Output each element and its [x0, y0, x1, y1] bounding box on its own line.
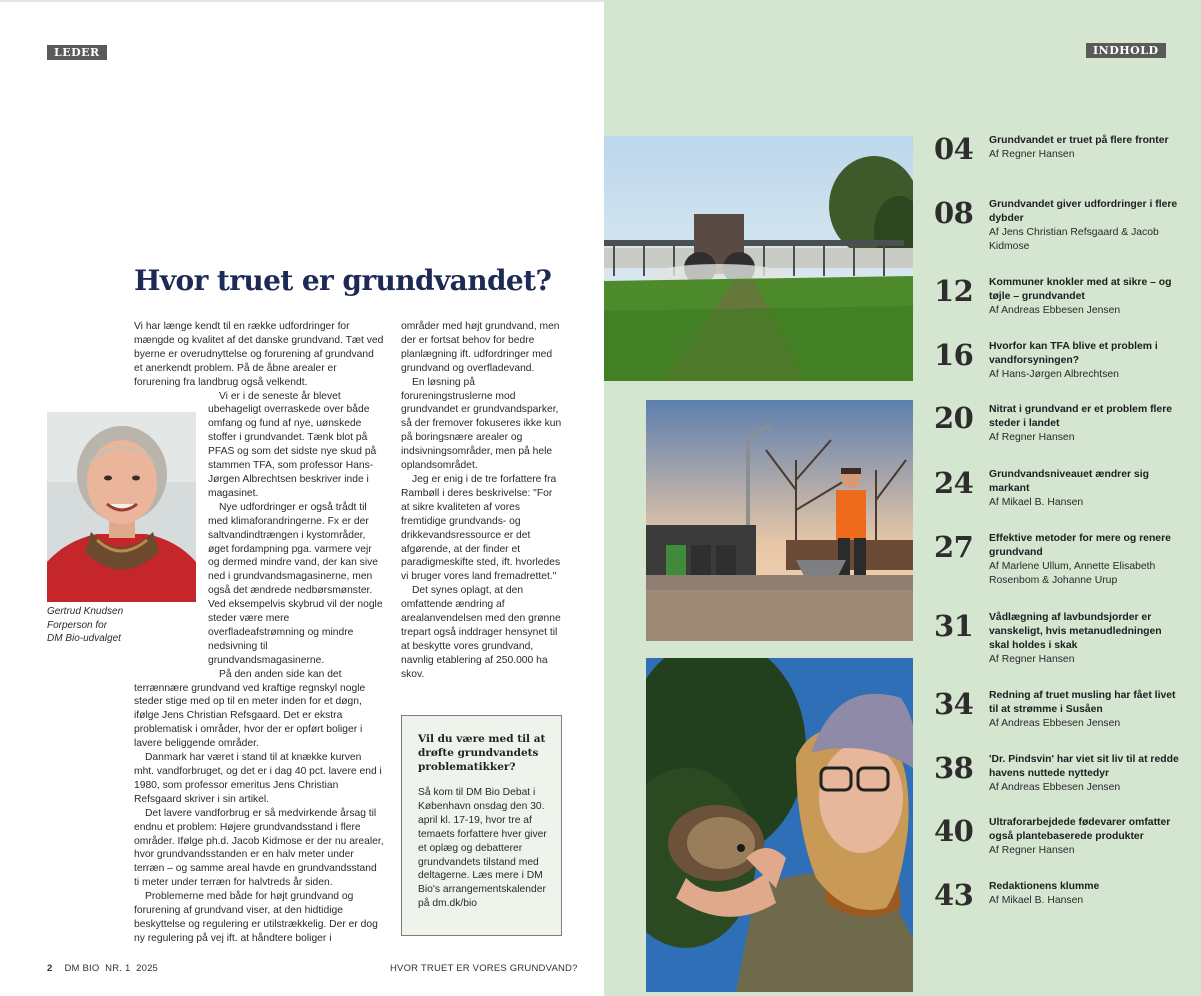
- paragraph: Det synes oplagt, at den omfattende ændring af arealanvendelsen med den grønne trepart også inddrager hensynet til at beskytte vores grundvand, navnlig etablering af 250.000 ha skov.: [401, 585, 561, 680]
- toc-page-number: 38: [934, 751, 974, 785]
- toc-page-number: 40: [934, 814, 974, 848]
- toc-byline: Af Mikael B. Hansen: [989, 895, 1084, 906]
- page-number: 2: [47, 963, 53, 974]
- flooded-street-photo: [646, 400, 913, 641]
- hedgehog-woman-photo: [646, 658, 913, 992]
- toc-entry[interactable]: [934, 687, 1184, 747]
- event-callout-box: [401, 715, 562, 936]
- toc-title: Effektive metoder for mere og renere grundvand: [989, 533, 1171, 558]
- toc-title: Kommuner knokler med at sikre – og tøjle – grundvandet: [989, 277, 1172, 302]
- paragraph: Det lavere vandforbrug er så medvirkende årsag til endnu et problem: Højere grundvandsstand i flere områder. Ifølge ph.d. Jacob Kidmose er der nu arealer, hvor grundvandsstanden er en halv meter under terræn – og samme areal havde en grundvandsstand ti meter under terræn for halvtreds år siden.: [134, 807, 384, 889]
- toc-page-number: 16: [934, 338, 974, 372]
- caption-role: Forperson for: [47, 619, 108, 631]
- toc-byline: Af Regner Hansen: [989, 845, 1075, 856]
- toc-page-number: 04: [934, 132, 974, 166]
- toc-title: Hvorfor kan TFA blive et problem i vandforsyningen?: [989, 341, 1158, 366]
- paragraph: Vi er i de seneste år blevet ubehageligt overraskede over både omfang og fund af nye, uønskede stoffer i grundvandet. Tænk blot på PFAS og som det sidste nye skud på stammen TFA, som professor Hans-Jørgen Albrechtsen beskriver inde i magasinet.: [208, 390, 377, 499]
- toc-page-number: 43: [934, 878, 974, 912]
- toc-title: Nitrat i grundvand er et problem flere steder i landet: [989, 404, 1173, 429]
- toc-byline: Af Regner Hansen: [989, 654, 1075, 665]
- toc-byline: Af Hans-Jørgen Albrechtsen: [989, 369, 1119, 380]
- toc-page-number: 34: [934, 687, 974, 721]
- paragraph: Danmark har været i stand til at knække kurven mht. vandforbruget, og det er i dag 40 pct. lavere end i 1980, som professor emeritus Jens Christian Refsgaard skriver i sin artikel.: [134, 752, 382, 805]
- paragraph: En løsning på forureningstruslerne mod grundvandet er grundvandsparker, så der fremover fokuseres ikke kun på boringsnære arealer og indsivningsområder, men på hele oplandsområdet.: [401, 376, 562, 472]
- toc-entry[interactable]: [934, 401, 1184, 461]
- toc-entry[interactable]: [934, 466, 1184, 526]
- publication-name: DM BIO NR. 1 2025: [64, 963, 159, 974]
- toc-title: Grundvandet er truet på flere fronter: [989, 135, 1169, 146]
- toc-title: Grundvandsniveauet ændrer sig markant: [989, 469, 1149, 494]
- toc-entry[interactable]: [934, 530, 1184, 590]
- paragraph: Problemerne med både for højt grundvand og forurening af grundvand viser, at den hidtidige beskyttelse og regulering er utilstrækkelig. Der er dog ny regulering på vej ift. at håndtere boliger i: [134, 891, 378, 944]
- toc-entry[interactable]: [934, 751, 1184, 811]
- callout-body: Så kom til DM Bio Debat i København onsdag den 30. april kl. 17-19, hvor tre af temaets forfattere hver giver et oplæg og debatterer grundvandets tilstand med deltagerne. Læs mere i DM Bio's arrangementskalender på dm.dk/bio: [418, 787, 547, 910]
- toc-page-number: 20: [934, 401, 974, 435]
- toc-page-number: 27: [934, 530, 974, 564]
- author-portrait: [47, 412, 196, 602]
- callout-title: Vil du være med til at drøfte grundvandets problematikker?: [418, 733, 546, 773]
- tractor-field-photo: [604, 136, 913, 381]
- toc-title: Ultraforarbejdede fødevarer omfatter også plantebaserede produkter: [989, 817, 1171, 842]
- toc-byline: Af Jens Christian Refsgaard & Jacob Kidmose: [989, 227, 1159, 252]
- section-tag: INDHOLD: [1086, 43, 1166, 58]
- toc-page-number: 31: [934, 609, 974, 643]
- caption-name: Gertrud Knudsen: [47, 606, 124, 617]
- paragraph: Nye udfordringer er også trådt til med klimaforandringerne. Fx er der saltvandindtrængen i kystområder, øget fordampning pga. varmere vejr og dermed mindre vand, der kan sive ned i grundvandsmagasinerne, men også det ændrede nedbørsmønster. Ved eksempelvis skybrud vil der nogle steder være mere overfladeafstrømning og mindre nedsivning til grundvandsmagasinerne.: [208, 501, 383, 666]
- toc-title: Grundvandet giver udfordringer i flere dybder: [989, 199, 1178, 224]
- toc-entry[interactable]: [934, 274, 1184, 334]
- running-head: HVOR TRUET ER VORES GRUNDVAND?: [390, 963, 578, 974]
- toc-page-number: 08: [934, 196, 974, 230]
- toc-page-number: 24: [934, 466, 974, 500]
- toc-entry[interactable]: [934, 132, 1184, 192]
- section-tag: LEDER: [47, 45, 107, 60]
- toc-title: Redning af truet musling har fået livet til at strømme i Susåen: [989, 690, 1176, 715]
- toc-entry[interactable]: [934, 196, 1184, 256]
- body-column-2: [401, 320, 563, 682]
- toc-entry[interactable]: [934, 609, 1184, 669]
- paragraph: Jeg er enig i de tre forfattere fra Rambøll i deres beskrivelse: "For at sikre kvaliteten af vores fremtidige grundvands- og drikkevandsressource er det afgørende, at der finder et paradigmeskifte sted, ift. hvorledes vi bruger vores land fremadrettet.": [401, 473, 561, 583]
- toc-byline: Af Andreas Ebbesen Jensen: [989, 718, 1121, 729]
- toc-title: 'Dr. Pindsvin' har viet sit liv til at redde havens nuttede nyttedyr: [989, 754, 1179, 779]
- toc-entry[interactable]: [934, 338, 1184, 398]
- contents-page: [604, 0, 1201, 996]
- paragraph: områder med højt grundvand, men der er fortsat behov for bedre planlægning ift. udfordringer med grundvand og overfladevand.: [401, 321, 560, 374]
- toc-entry[interactable]: [934, 814, 1184, 874]
- portrait-caption: [47, 605, 167, 646]
- toc-byline: Af Andreas Ebbesen Jensen: [989, 782, 1121, 793]
- toc-byline: Af Mikael B. Hansen: [989, 497, 1084, 508]
- paragraph: Vi har længe kendt til en række udfordringer for mængde og kvalitet af det danske grundvand. Tæt ved byerne er overudnyttelse og forurening af grundvand et anerkendt problem. På de åbne arealer er forurening fra landbrug også velkendt.: [134, 321, 384, 388]
- paragraph: På den anden side kan det terrænnære grundvand ved kraftige regnskyl nogle steder stige med op til en meter inden for et døgn, ifølge Jens Christian Refsgaard. Det er ekstra problematisk i områder, hvor der er opført boliger i lavere beliggende områder.: [134, 668, 366, 750]
- toc-title: Vådlægning af lavbundsjorder er vanskeligt, hvis metanudledningen skal holdes i skak: [989, 612, 1162, 651]
- page-title: Hvor truet er grundvandet?: [134, 264, 552, 297]
- toc-entry[interactable]: [934, 878, 1184, 938]
- toc-byline: Af Andreas Ebbesen Jensen: [989, 305, 1121, 316]
- folio: [47, 963, 158, 974]
- toc-page-number: 12: [934, 274, 974, 308]
- toc-byline: Af Regner Hansen: [989, 432, 1075, 443]
- toc-byline: Af Marlene Ullum, Annette Elisabeth Rosenbom & Johanne Urup: [989, 561, 1156, 586]
- toc-title: Redaktionens klumme: [989, 881, 1100, 892]
- toc-byline: Af Regner Hansen: [989, 149, 1075, 160]
- caption-role: DM Bio-udvalget: [47, 633, 121, 644]
